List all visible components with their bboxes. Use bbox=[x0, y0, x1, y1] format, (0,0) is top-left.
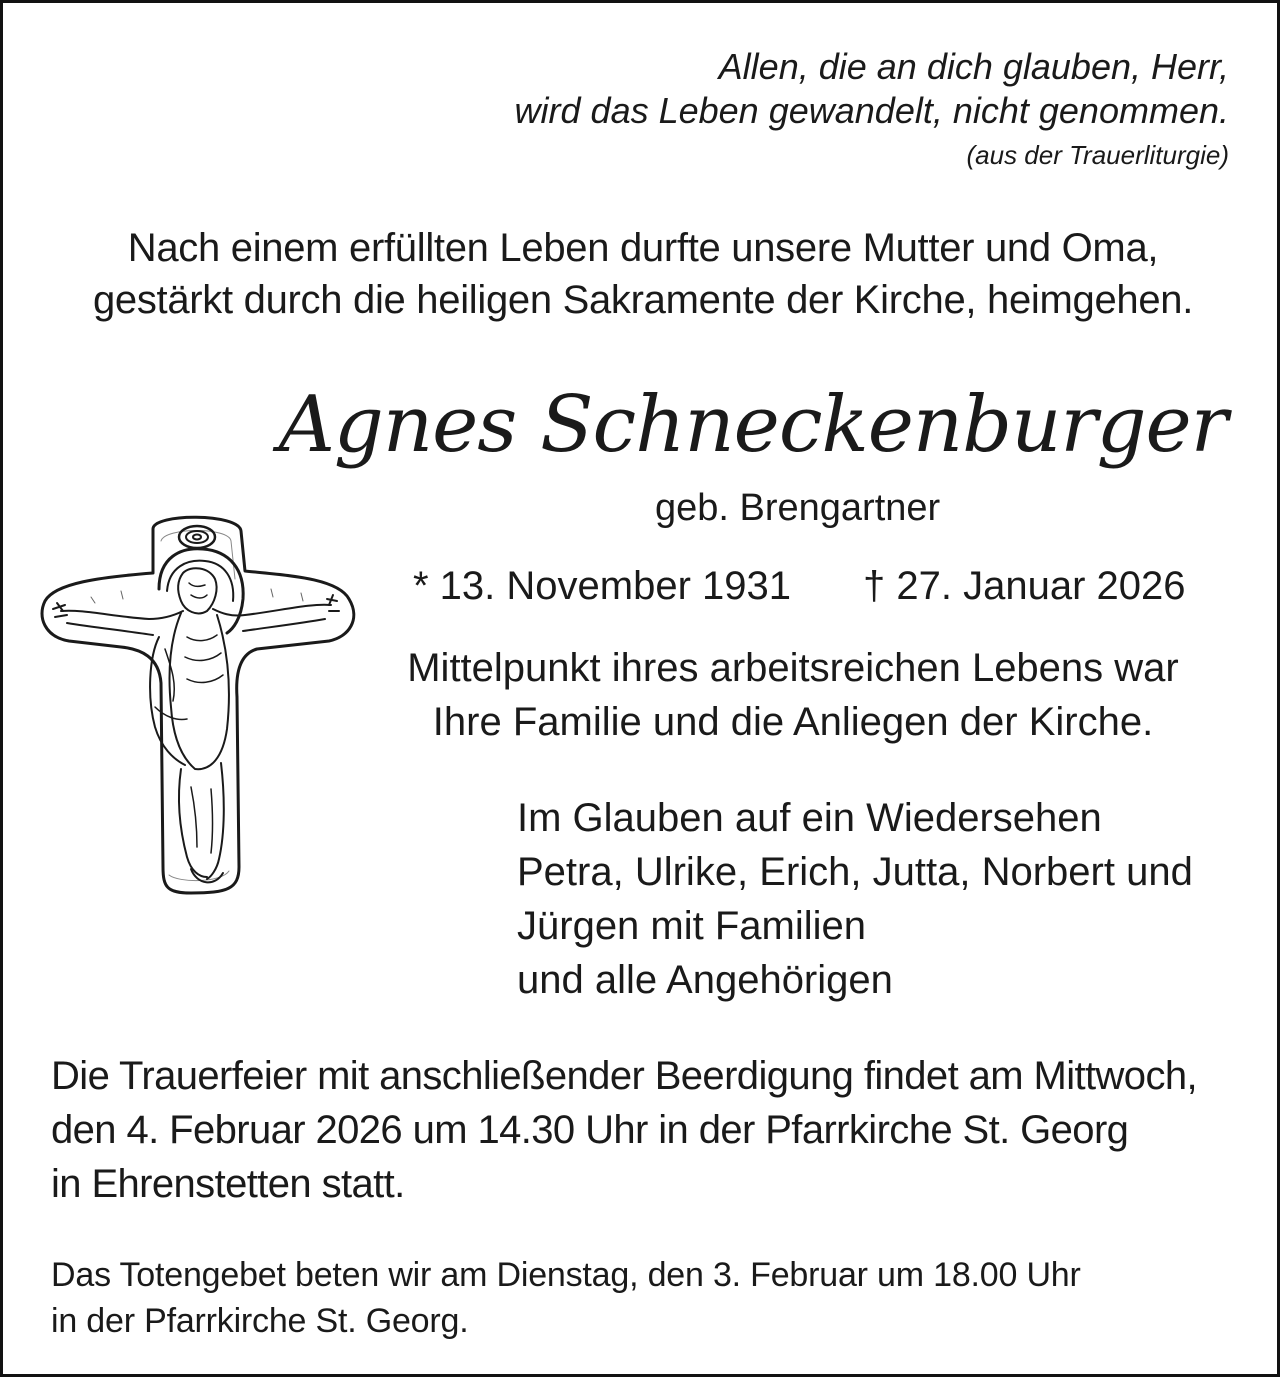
mourners-line-3: Jürgen mit Familien bbox=[517, 904, 867, 948]
maiden-name: geb. Brengartner bbox=[655, 487, 941, 529]
quote-line-1: Allen, die an dich glauben, Herr, bbox=[718, 46, 1229, 87]
mourners-line-2: Petra, Ulrike, Erich, Jutta, Norbert und bbox=[517, 850, 1193, 894]
ceremony-line-2: den 4. Februar 2026 um 14.30 Uhr in der Pfarrkirche St. Georg bbox=[51, 1108, 1129, 1152]
intro-line-2: gestärkt durch die heiligen Sakramente der Kirche, heimgehen. bbox=[92, 278, 1194, 322]
mourners-line-4: und alle Angehörigen bbox=[517, 958, 893, 1002]
quote-source: (aus der Trauerliturgie) bbox=[966, 140, 1229, 170]
mourners-line-1: Im Glauben auf ein Wiedersehen bbox=[517, 796, 1102, 840]
prayer-line-1: Das Totengebet beten wir am Dienstag, den 3. Februar um 18.00 Uhr bbox=[51, 1256, 1081, 1294]
death-date: † 27. Januar 2026 bbox=[863, 564, 1186, 608]
tribute-line-2: Ihre Familie und die Anliegen der Kirche. bbox=[432, 700, 1154, 744]
tribute-line-1: Mittelpunkt ihres arbeitsreichen Lebens war bbox=[407, 646, 1179, 690]
deceased-name: Agnes Schneckenburger bbox=[278, 380, 1227, 470]
ceremony-line-1: Die Trauerfeier mit anschließender Beerdigung findet am Mittwoch, bbox=[51, 1054, 1198, 1098]
intro-line-1: Nach einem erfüllten Leben durfte unsere Mutter und Oma, bbox=[127, 226, 1159, 270]
crucifix-icon bbox=[31, 507, 361, 897]
quote-line-2: wird das Leben gewandelt, nicht genommen. bbox=[514, 90, 1229, 131]
prayer-line-2: in der Pfarrkirche St. Georg. bbox=[51, 1302, 469, 1340]
birth-date: * 13. November 1931 bbox=[413, 564, 792, 608]
ceremony-line-3: in Ehrenstetten statt. bbox=[51, 1162, 405, 1206]
